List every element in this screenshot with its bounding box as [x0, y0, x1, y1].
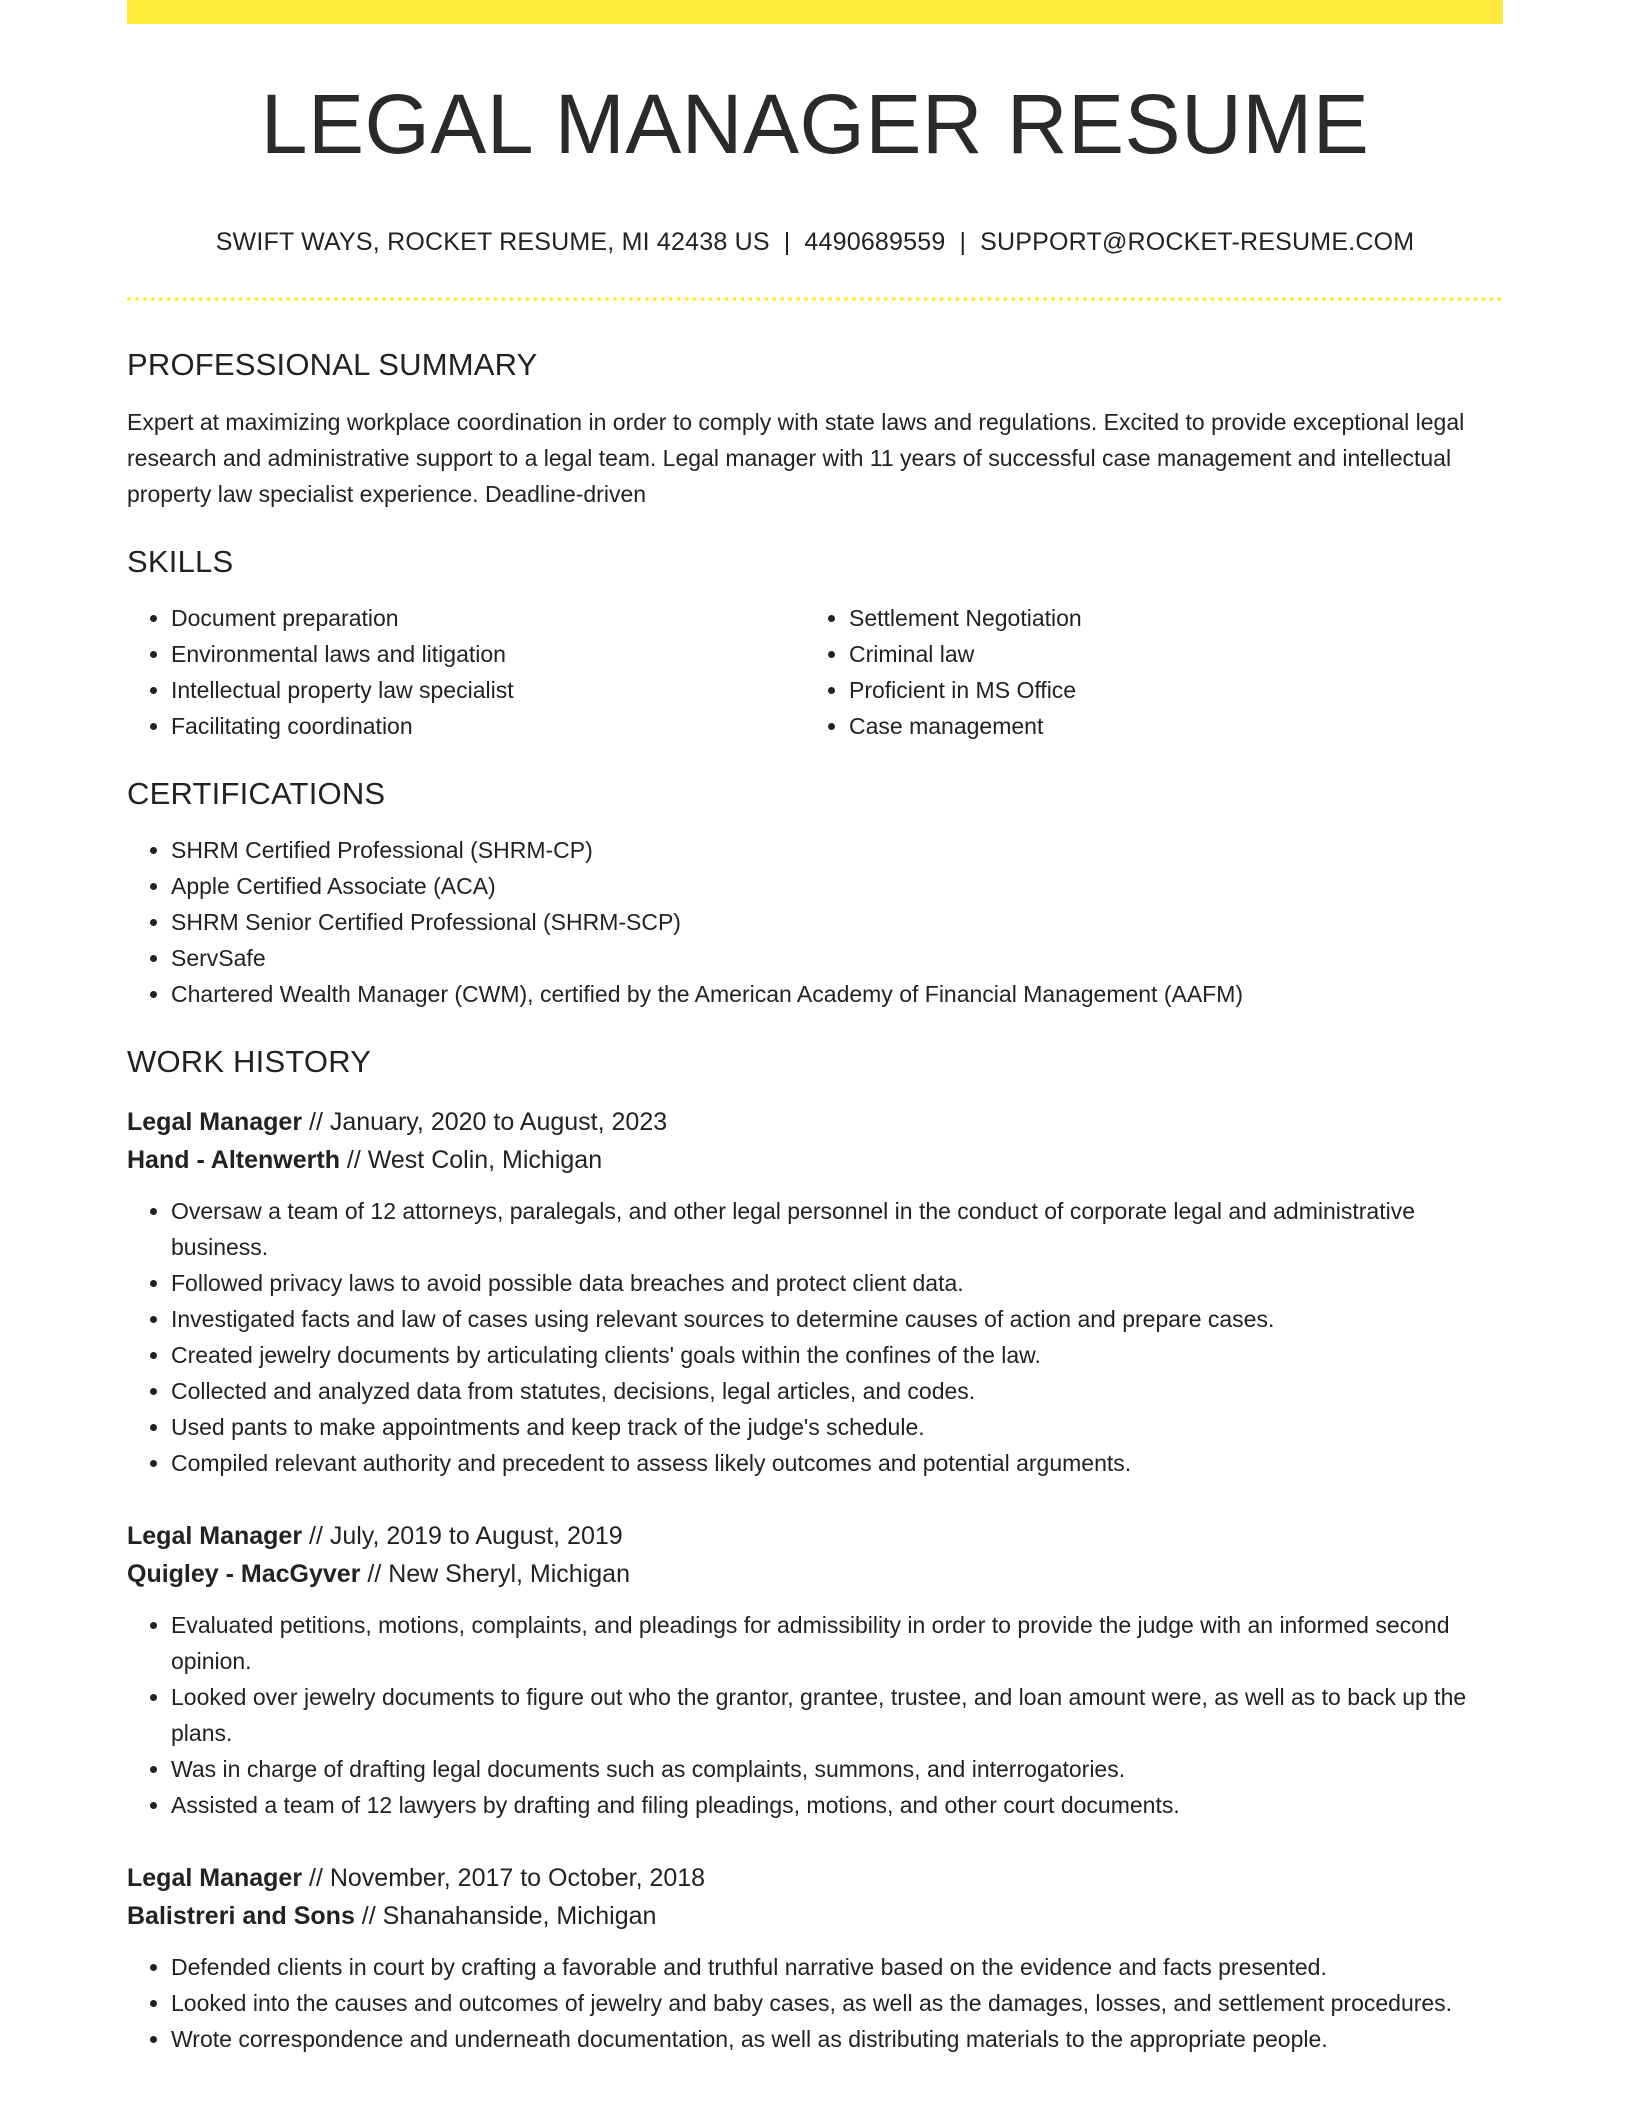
accent-bar — [127, 0, 1503, 24]
certification-item: • SHRM Certified Professional (SHRM-CP) — [171, 832, 1503, 868]
job-bullet: • Investigated facts and law of cases using relevant sources to determine causes of action and prepare cases. — [171, 1301, 1503, 1337]
job-bullet: • Followed privacy laws to avoid possible data breaches and protect client data. — [171, 1265, 1503, 1301]
skill-item: • Proficient in MS Office — [849, 672, 1483, 708]
certification-item: • Chartered Wealth Manager (CWM), certified by the American Academy of Financial Management (AAFM) — [171, 976, 1503, 1012]
job-bullet: • Defended clients in court by crafting a favorable and truthful narrative based on the evidence and facts presented. — [171, 1949, 1503, 1985]
job-bullet: • Looked over jewelry documents to figure out who the grantor, grantee, trustee, and loan amount were, as well as to back up the plans. — [171, 1679, 1503, 1751]
skill-item: • Criminal law — [849, 636, 1483, 672]
certification-item: • Apple Certified Associate (ACA) — [171, 868, 1503, 904]
email-link[interactable]: SUPPORT@ROCKET-RESUME.COM — [980, 228, 1415, 256]
job-location: // New Sheryl, Michigan — [360, 1560, 630, 1588]
skill-item: • Settlement Negotiation — [849, 600, 1483, 636]
address: SWIFT WAYS, ROCKET RESUME, MI 42438 US — [215, 228, 770, 256]
skills-column-right — [805, 600, 1483, 744]
job-dates: // January, 2020 to August, 2023 — [302, 1108, 668, 1136]
skill-item: • Intellectual property law specialist — [171, 672, 805, 708]
separator: | — [959, 228, 967, 256]
summary-text: Expert at maximizing workplace coordination in order to comply with state laws and regulations. Excited to provide exceptional legal research and administrative support to a legal team. Legal manager with 11 years of successful case management and intellectual property law specialist experience. Deadline-driven — [127, 409, 1465, 507]
job-company: Balistreri and Sons — [127, 1902, 355, 1930]
skill-item: • Document preparation — [171, 600, 805, 636]
job-company: Quigley - MacGyver — [127, 1560, 361, 1588]
job-bullet: • Wrote correspondence and underneath documentation, as well as distributing materials to the appropriate people. — [171, 2021, 1503, 2057]
skill-item: • Case management — [849, 708, 1483, 744]
certifications-heading: CERTIFICATIONS — [127, 776, 386, 811]
job-bullet: • Evaluated petitions, motions, complaints, and pleadings for admissibility in order to provide the judge with an informed second opinion. — [171, 1607, 1503, 1679]
job-location: // Shanahanside, Michigan — [354, 1902, 657, 1930]
job-company: Hand - Altenwerth — [127, 1146, 340, 1174]
dotted-divider — [127, 297, 1503, 301]
job-bullet: • Assisted a team of 12 lawyers by drafting and filing pleadings, motions, and other court documents. — [171, 1787, 1503, 1823]
phone: 4490689559 — [804, 228, 946, 256]
work-history-heading: WORK HISTORY — [127, 1044, 372, 1079]
job-bullet: • Looked into the causes and outcomes of jewelry and baby cases, as well as the damages, losses, and settlement procedures. — [171, 1985, 1503, 2021]
skill-item: • Facilitating coordination — [171, 708, 805, 744]
skill-item: • Environmental laws and litigation — [171, 636, 805, 672]
resume-page — [127, 0, 1503, 2057]
job-title-line — [127, 1859, 1503, 1897]
job-bullets — [127, 1193, 1503, 1481]
job-bullet: • Was in charge of drafting legal documents such as complaints, summons, and interrogatories. — [171, 1751, 1503, 1787]
summary-heading: PROFESSIONAL SUMMARY — [127, 347, 538, 382]
separator: | — [783, 228, 791, 256]
certifications-list — [127, 832, 1503, 1012]
job-entry — [127, 1517, 1503, 1823]
job-title: Legal Manager — [127, 1522, 303, 1550]
job-dates: // July, 2019 to August, 2019 — [302, 1522, 623, 1550]
job-bullet: • Created jewelry documents by articulating clients' goals within the confines of the law. — [171, 1337, 1503, 1373]
job-title-line — [127, 1517, 1503, 1555]
job-bullet: • Used pants to make appointments and keep track of the judge's schedule. — [171, 1409, 1503, 1445]
job-company-line — [127, 1141, 1503, 1179]
job-bullets — [127, 1607, 1503, 1823]
certification-item: • SHRM Senior Certified Professional (SHRM-SCP) — [171, 904, 1503, 940]
job-location: // West Colin, Michigan — [339, 1146, 603, 1174]
job-dates: // November, 2017 to October, 2018 — [302, 1864, 706, 1892]
certification-item: • ServSafe — [171, 940, 1503, 976]
job-company-line — [127, 1555, 1503, 1593]
page-title: LEGAL MANAGER RESUME — [260, 77, 1370, 171]
skills-list — [127, 600, 1503, 744]
job-title-line — [127, 1103, 1503, 1141]
contact-line — [127, 230, 1503, 255]
job-company-line — [127, 1897, 1503, 1935]
job-entry — [127, 1859, 1503, 2057]
skills-heading: SKILLS — [127, 544, 234, 579]
job-entry — [127, 1103, 1503, 1481]
job-title: Legal Manager — [127, 1108, 303, 1136]
job-bullet: • Collected and analyzed data from statutes, decisions, legal articles, and codes. — [171, 1373, 1503, 1409]
job-bullet: • Compiled relevant authority and precedent to assess likely outcomes and potential arguments. — [171, 1445, 1503, 1481]
job-bullet: • Oversaw a team of 12 attorneys, paralegals, and other legal personnel in the conduct of corporate legal and administrative business. — [171, 1193, 1503, 1265]
job-title: Legal Manager — [127, 1864, 303, 1892]
job-bullets — [127, 1949, 1503, 2057]
skills-column-left — [127, 600, 805, 744]
